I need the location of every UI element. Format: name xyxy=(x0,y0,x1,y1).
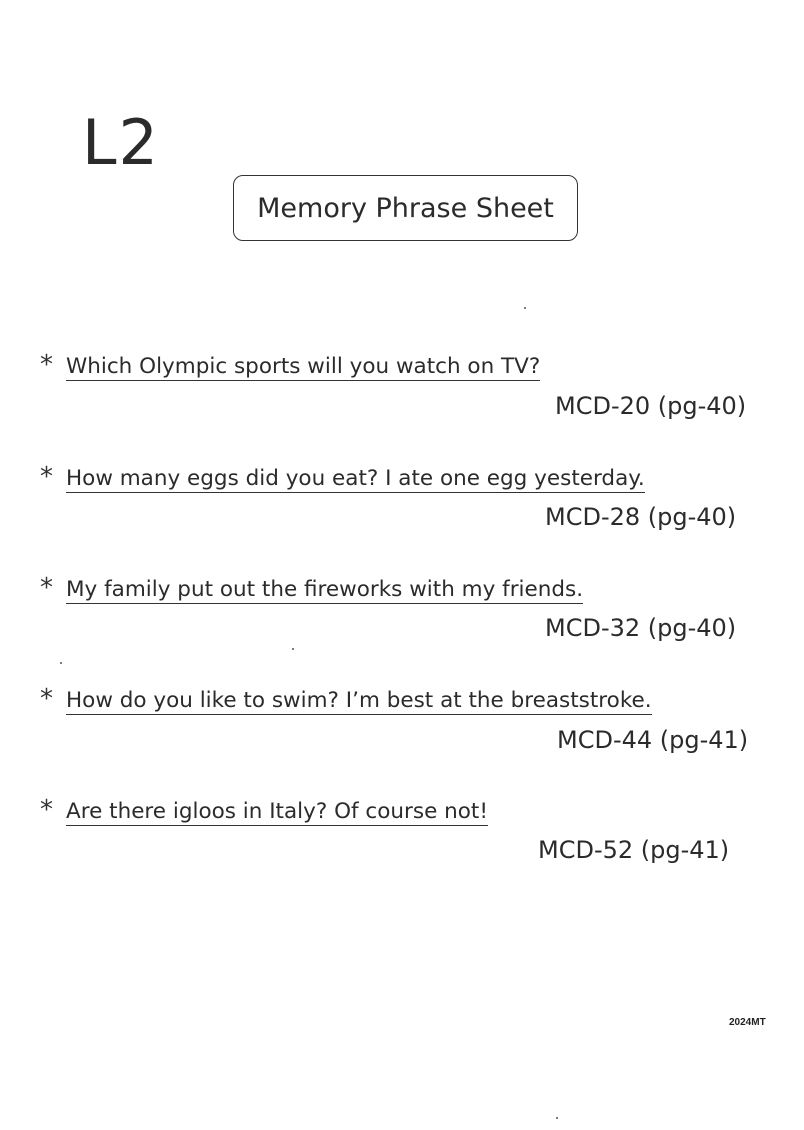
phrase-item xyxy=(40,573,780,609)
phrase-reference: MCD-32 (pg-40) xyxy=(545,614,737,642)
phrase-item xyxy=(40,462,780,498)
phrase-reference: MCD-20 (pg-40) xyxy=(555,392,747,420)
phrase-reference: MCD-28 (pg-40) xyxy=(545,503,737,531)
scan-speck xyxy=(292,648,294,650)
phrase-reference: MCD-52 (pg-41) xyxy=(538,836,730,864)
page-title: Memory Phrase Sheet xyxy=(257,192,554,224)
title-box xyxy=(233,175,578,241)
phrase-item xyxy=(40,795,780,831)
scan-speck xyxy=(556,1117,558,1119)
phrase-item xyxy=(40,350,780,386)
phrase-item xyxy=(40,684,780,720)
asterisk-icon: * xyxy=(40,350,53,380)
phrase-text: My family put out the fireworks with my friends. xyxy=(66,577,584,602)
phrase-text: How do you like to swim? I’m best at the breaststroke. xyxy=(66,688,652,713)
asterisk-icon: * xyxy=(40,462,53,492)
asterisk-icon: * xyxy=(40,573,53,603)
phrase-reference: MCD-44 (pg-41) xyxy=(557,726,749,754)
asterisk-icon: * xyxy=(40,684,53,714)
footer-mark: 2024MT xyxy=(729,1017,766,1028)
scan-speck xyxy=(524,307,526,309)
phrase-text: How many eggs did you eat? I ate one egg yesterday. xyxy=(66,466,645,491)
phrase-text: Which Olympic sports will you watch on TV? xyxy=(66,354,541,379)
asterisk-icon: * xyxy=(40,795,53,825)
level-label: L2 xyxy=(82,106,160,179)
phrase-text: Are there igloos in Italy? Of course not! xyxy=(66,799,488,824)
scan-speck xyxy=(60,662,62,664)
